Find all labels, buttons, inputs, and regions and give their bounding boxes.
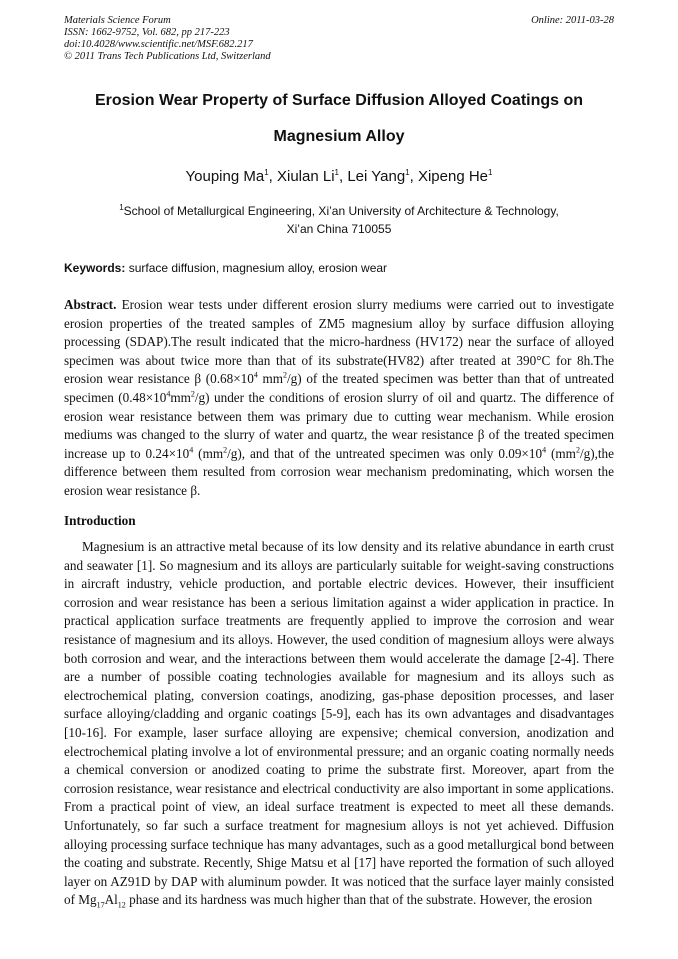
doi-line: doi:10.4028/www.scientific.net/MSF.682.217 [64, 39, 253, 50]
abstract-sup: 4 [253, 370, 258, 380]
journal-name: Materials Science Forum [64, 15, 171, 26]
paper-title-line-2: Magnesium Alloy [273, 128, 405, 145]
abstract-text: mm [170, 389, 191, 405]
abstract-text: /g) of the treated specimen was better than that of untreated specimen (0.48×10 [64, 371, 614, 405]
author-name: Youping Ma [185, 168, 265, 185]
abstract-sup: 2 [223, 445, 228, 455]
abstract-text: /g), and that of the untreated specimen was only 0.09×10 [227, 445, 543, 461]
abstract-text: (mm [546, 445, 576, 461]
author-list: Youping Ma$^1$, Xiulan Li$^1$, Lei Yang$^1$, Xipeng He$^1$ [185, 168, 493, 185]
section-heading-introduction: Introduction [64, 513, 136, 528]
keywords-text: surface diffusion, magnesium alloy, erosion wear [125, 261, 388, 275]
abstract-text: mm [257, 371, 284, 387]
online-date: Online: 2011-03-28 [531, 15, 614, 26]
intro-text: phase and its hardness was much higher than that of the substrate. However, the erosion [125, 892, 593, 908]
abstract-text: (mm [193, 445, 224, 461]
author-sup: 1 [405, 168, 410, 177]
author-name: Xiulan Li [276, 168, 335, 185]
introduction-paragraph [64, 538, 614, 910]
abstract-sup: 2 [283, 370, 288, 380]
issn-line: ISSN: 1662-9752, Vol. 682, pp 217-223 [64, 27, 230, 38]
abstract-text: /g) under the conditions of erosion slurry of oil and quartz. The difference of erosion wear resistance between them was primary due to cutting wear mechanism. While erosion mediums was changed to the slurry of water and quartz, the wear resistance β of the treated specimen increase up to 0.24×10 [64, 389, 614, 461]
keywords-label: Keywords: [64, 261, 126, 275]
abstract-sup: 2 [575, 445, 580, 455]
keywords [64, 261, 614, 275]
author-sup: 1 [264, 168, 269, 177]
author-sup: 1 [488, 168, 493, 177]
abstract-text: Erosion wear tests under different erosion slurry mediums were carried out to investigate erosion properties of the treated samples of ZM5 magnesium alloy by surface diffusion alloying processing (SDAP).The result indicated that the micro-hardness (HV172) near the surface of alloyed specimen was about twice more than that of its substrate(HV82) after treated at 390°C for 8h.The erosion wear resistance β (0.68×10 [64, 297, 614, 387]
author-name: Lei Yang [347, 168, 406, 185]
abstract-sup: 2 [190, 389, 195, 399]
abstract-text: /g),the difference between them resulted from corrosion wear mechanism predominating, which worsen the erosion wear resistance β. [64, 445, 614, 498]
author-name: Xipeng He [417, 168, 489, 185]
intro-sub: 12 [117, 900, 126, 910]
author-sup: 1 [334, 168, 339, 177]
abstract-sup: 4 [542, 445, 547, 455]
abstract [64, 296, 614, 501]
paper-title-line-1: Erosion Wear Property of Surface Diffusion Alloyed Coatings on [94, 92, 584, 109]
abstract-sup: 4 [189, 445, 194, 455]
intro-sub: 17 [96, 900, 105, 910]
abstract-sup: 4 [166, 389, 171, 399]
affiliation-sup: 1 [119, 203, 124, 212]
intro-text: Magnesium is an attractive metal because of its low density and its relative abundance in earth crust and seawater [1]. So magnesium and its alloys are particularly suitable for weight-saving constructions in aircraft industry, vehicle production, and portable electric devices. However, their insufficient corrosion and wear resistance has been a serious limitation against a wider application in practice. In practical application surface treatments are frequently applied to improve the corrosion and wear resistance of magnesium and its alloys. However, the used condition of magnesium alloys were always both corrosion and wear, and the interactions between them would accelerate the damage [2-4]. There are a number of possible coating technologies available for magnesium and its alloys such as electrochemical plating, conversion coatings, anodizing, gas-phase deposition processes, and laser surface alloying/cladding and organic coatings [5-9], each has its own advantages and disadvantages [10-16]. For example, laser surface alloying are expensive; chemical conversion, anodization and electrochemical plating involve a lot of environmental pressure; and an organic coating normally needs a chemical conversion or anodized coating to prime the substrate first. Moreover, apart from the corrosion resistance, wear resistance and electrical conductivity are also important in some applications. From a practical point of view, an ideal surface treatment is expected to meet all these demands. Unfortunately, so far such a surface treatment for magnesium alloys is not yet achieved. Diffusion alloying processing surface technique has many advantages, such as a good metallurgical bond between the coating and substrate. Recently, Shige Matsu et al [17] have reported the formation of such alloyed layer on AZ91D by DAP with aluminum powder. It was noticed that the surface layer mainly consisted of Mg [64, 539, 614, 908]
journal-header [64, 15, 271, 63]
affiliation-line-1 [64, 204, 614, 218]
copyright-line: © 2011 Trans Tech Publications Ltd, Switzerland [64, 51, 271, 62]
affiliation-line-2: Xi’an China 710055 [286, 222, 392, 236]
affiliation-text: School of Metallurgical Engineering, Xi’an University of Architecture & Technology, [123, 204, 559, 218]
intro-text: Al [104, 892, 118, 908]
abstract-label: Abstract. [64, 297, 117, 312]
